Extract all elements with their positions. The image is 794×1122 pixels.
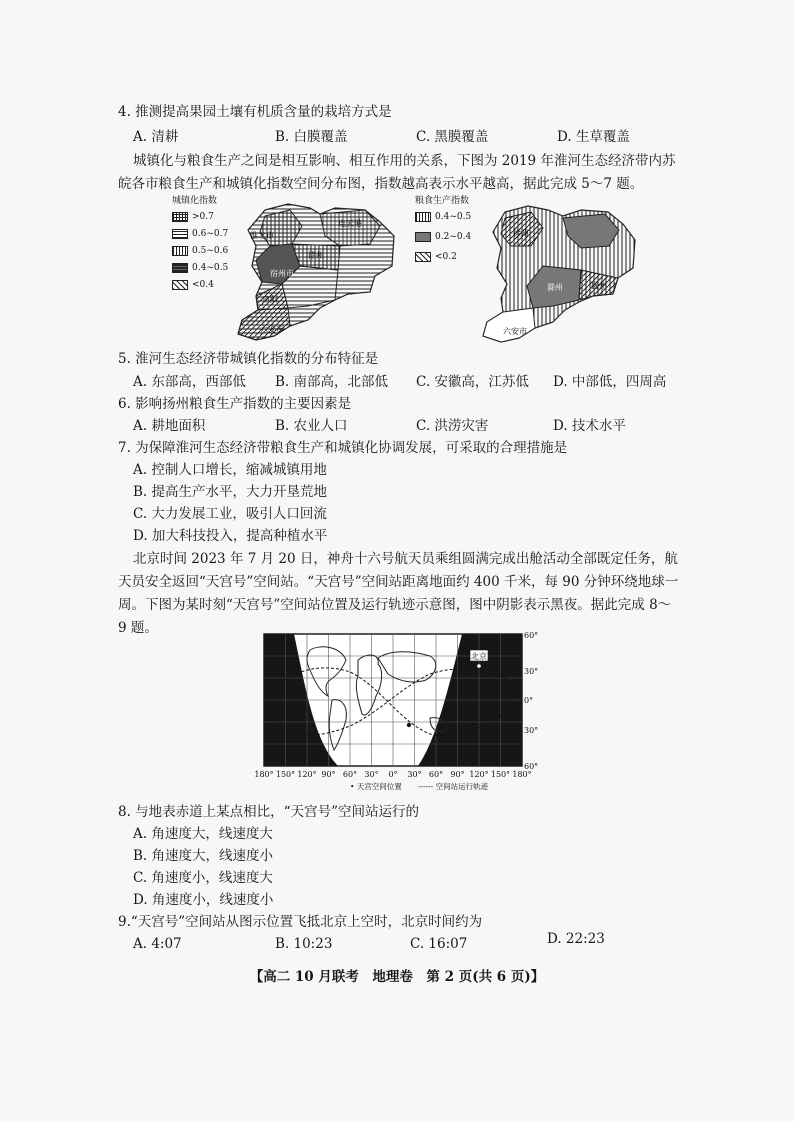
- q6-option-a: A. 耕地面积: [133, 418, 206, 434]
- q7-option-d: D. 加大科技投入，提高种植水平: [133, 528, 328, 544]
- urbanization-legend-title: 城镇化指数: [172, 196, 218, 206]
- q7-stem: 7. 为保障淮河生态经济带粮食生产和城镇化协调发展，可采取的合理措施是: [118, 440, 568, 456]
- lon-label-150w: 150°: [275, 770, 296, 779]
- q6-option-c: C. 洪涝灾害: [416, 418, 489, 434]
- urbanization-legend-5: <0.4: [172, 280, 214, 290]
- grain-map-shape: [413, 196, 638, 346]
- intro2-line-2: 天员安全返回“天宫号”空间站。“天宫号”空间站距离地面约 400 千米，每 90 分钟环绕地球一: [118, 574, 679, 590]
- lat-label-0: 0°: [524, 696, 534, 705]
- grain-legend-3: <0.2: [415, 252, 457, 262]
- lat-label-30n: 30°: [524, 667, 539, 676]
- grain-legend-title: 粮食生产指数: [415, 196, 470, 206]
- q9-option-c: C. 16:07: [410, 936, 468, 952]
- lon-label-90e: 90°: [450, 770, 465, 779]
- q7-option-b: B. 提高生产水平，大力开垦荒地: [133, 484, 328, 500]
- q8-option-a: A. 角速度大，线速度大: [133, 826, 273, 842]
- beijing-label: 北京: [471, 652, 487, 661]
- grain-production-map: [413, 196, 638, 346]
- urbanization-label-huaibei: 淮北市: [250, 231, 274, 240]
- urbanization-label-xuzhou: 徐州: [308, 251, 324, 260]
- urbanization-label-lianyungang: 连云港: [338, 219, 362, 228]
- lon-label-60e: 60°: [428, 770, 444, 779]
- lon-label-90w: 90°: [321, 770, 336, 779]
- q9-option-d: D. 22:23: [547, 931, 605, 947]
- q9-option-b: B. 10:23: [275, 936, 333, 952]
- q8-option-b: B. 角速度大，线速度小: [133, 848, 274, 864]
- urbanization-legend-3: 0.5~0.6: [172, 246, 228, 256]
- lon-label-120e: 120°: [469, 770, 489, 779]
- q4-option-c: C. 黑膜覆盖: [416, 129, 489, 145]
- q8-option-d: D. 角速度小，线速度小: [133, 892, 274, 908]
- grain-label-chuzhou: 滁州: [547, 283, 563, 292]
- q9-stem: 9.“天宫号”空间站从图示位置飞抵北京上空时，北京时间约为: [118, 914, 483, 930]
- legend-orbit-track: ------ 空间站运行轨迹: [418, 782, 489, 791]
- legend-station-position: • 天宫空间位置: [350, 782, 402, 791]
- lon-label-180w: 180°: [254, 770, 274, 779]
- urbanization-map-shape: [170, 196, 395, 346]
- q5-option-c: C. 安徽高，江苏低: [416, 374, 529, 390]
- intro1-line-2: 皖各市粮食生产和城镇化指数空间分布图，指数越高表示水平越高，据此完成 5～7 题。: [118, 176, 644, 192]
- page-footer: 【高二 10 月联考 地理卷 第 2 页(共 6 页)】: [249, 969, 545, 985]
- lon-label-180e: 180°: [512, 770, 532, 779]
- q5-option-a: A. 东部高，西部低: [133, 374, 246, 390]
- lon-label-150e: 150°: [490, 770, 511, 779]
- q8-stem: 8. 与地表赤道上某点相比，“天宫号”空间站运行的: [118, 804, 419, 820]
- lon-label-60w: 60°: [342, 770, 358, 779]
- intro2-line-1: 北京时间 2023 年 7 月 20 日，神舟十六号航天员乘组圆满完成出舱活动全部既定任务，航: [133, 551, 678, 567]
- q5-option-d: D. 中部低，四周高: [553, 374, 667, 390]
- grain-label-yangzhou: 扬州: [591, 281, 607, 290]
- intro1-line-1: 城镇化与粮食生产之间是相互影响、相互作用的关系，下图为 2019 年淮河生态经济带内苏: [133, 153, 676, 169]
- grain-label-xuzhou: 徐州: [513, 229, 529, 238]
- urbanization-label-fuyang: 阜阳: [262, 295, 278, 304]
- q4-option-b: B. 白膜覆盖: [275, 129, 348, 145]
- urbanization-label-suzhou: 宿州市: [270, 269, 294, 278]
- urbanization-legend-1: >0.7: [172, 212, 214, 222]
- tiangong-position-dot: [407, 723, 411, 727]
- q5-stem: 5. 淮河生态经济带城镇化指数的分布特征是: [118, 351, 379, 367]
- urbanization-legend-2: 0.6~0.7: [172, 229, 228, 239]
- lon-label-120w: 120°: [297, 770, 317, 779]
- q6-option-d: D. 技术水平: [553, 418, 626, 434]
- q4-stem: 4. 推测提高果园土壤有机质含量的栽培方式是: [118, 104, 392, 120]
- q9-option-a: A. 4:07: [133, 936, 182, 952]
- intro2-line-4: 9 题。: [118, 620, 158, 636]
- q7-option-c: C. 大力发展工业，吸引人口回流: [133, 506, 327, 522]
- lat-label-60s: 60°: [524, 762, 539, 771]
- lon-label-0: 0°: [388, 770, 398, 779]
- q4-option-d: D. 生草覆盖: [557, 129, 630, 145]
- intro2-line-3: 周。下图为某时刻“天宫号”空间站位置及运行轨迹示意图，图中阴影表示黑夜。据此完成 8～: [118, 597, 672, 613]
- grain-legend-1: 0.4~0.5: [415, 212, 471, 222]
- q4-option-a: A. 清耕: [133, 129, 179, 145]
- lon-label-30w: 30°: [364, 770, 379, 779]
- lon-label-30e: 30°: [407, 770, 422, 779]
- q8-option-c: C. 角速度小，线速度大: [133, 870, 273, 886]
- q6-option-b: B. 农业人口: [275, 418, 348, 434]
- urbanization-legend-4: 0.4~0.5: [172, 263, 228, 273]
- lat-label-60n: 60°: [524, 631, 539, 640]
- grain-label-luan: 六安市: [503, 327, 527, 336]
- q6-stem: 6. 影响扬州粮食生产指数的主要因素是: [118, 396, 352, 412]
- tiangong-orbit-map: [250, 630, 550, 795]
- grain-legend-2: 0.2~0.4: [415, 232, 471, 242]
- q5-option-b: B. 南部高，北部低: [275, 374, 389, 390]
- lat-label-30s: 30°: [524, 726, 539, 735]
- urbanization-label-luan: 六安市: [260, 325, 284, 334]
- q7-option-a: A. 控制人口增长，缩减城镇用地: [133, 462, 327, 478]
- urbanization-map: [170, 196, 395, 346]
